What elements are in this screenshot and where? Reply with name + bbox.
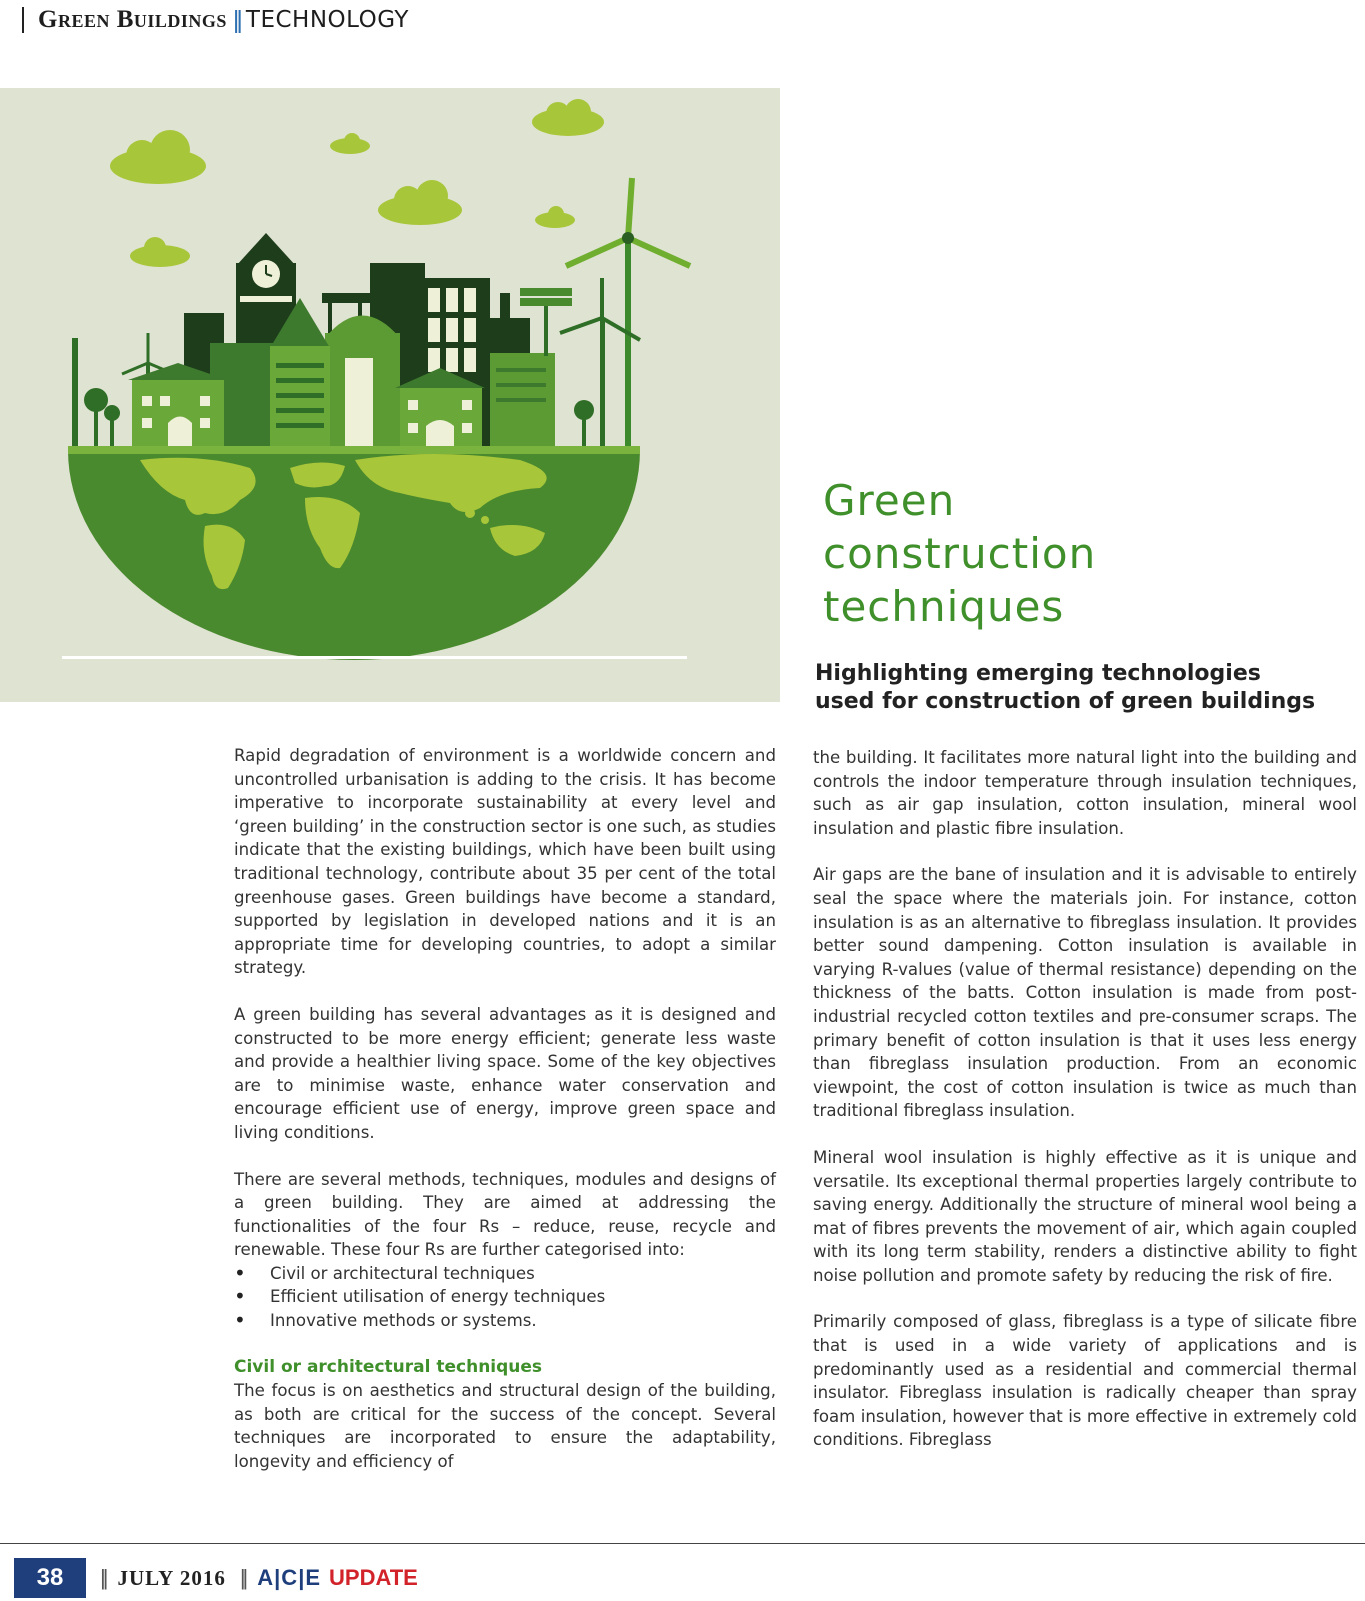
body-paragraph: Rapid degradation of environment is a worldwide concern and uncontrolled urbanisation is adding to the crisis. It has become imperative to incorporate sustainability at every level and ‘green building’ in the construction sector is one such, as studies indicate that the existing buildings, which have been built using traditional technology, contribute about 35 per cent of the total greenhouse gases. Green buildings have become a standard, supported by legislation in developed nations and it is an appropriate time for developing countries, to adopt a similar strategy. (234, 746, 776, 978)
publication-name: UPDATE (329, 1565, 418, 1590)
title-line: construction (823, 529, 1097, 578)
footer-separator: || (100, 1565, 106, 1590)
title-line: techniques (823, 582, 1065, 631)
body-paragraph: Air gaps are the bane of insulation and it is advisable to entirely seal the space where the materials join. For instance, cotton insulation is as an alternative to fibreglass insulation. It provides better sound dampening. Cotton insulation is available in varying R-values (value of thermal resistance) depending on the thickness of the batts. Cotton insulation is made from post-industrial recycled cotton textiles and pre-consumer scraps. The primary benefit of cotton insulation is that it uses less energy than fibreglass insulation production. From an economic viewpoint, the cost of cotton insulation is twice as much than traditional fibreglass insulation. (813, 865, 1357, 1121)
bullet-list (234, 1262, 776, 1333)
footer-separator: || (239, 1565, 246, 1590)
bullet-item: • Civil or architectural techniques (234, 1262, 776, 1286)
body-paragraph: Primarily composed of glass, fibreglass is a type of silicate fibre that is used in a wide variety of applications and is predominantly used as a residential and commercial thermal insulator. Fibreglass insulation is radically cheaper than spray foam insulation, however that is more effective in extremely cold conditions. Fibreglass (813, 1312, 1357, 1450)
green-city-globe-illustration (0, 88, 780, 702)
page-number: 38 (14, 1558, 86, 1598)
header-section: Green Buildings (38, 6, 227, 33)
body-paragraph: There are several methods, techniques, modules and designs of a green building. They are aimed at addressing the functionalities of the four Rs – reduce, reuse, recycle and renewable. These four Rs are further categorised into: (234, 1169, 776, 1260)
section-heading: Civil or architectural techniques (234, 1356, 543, 1377)
subtitle-line: used for construction of green buildings (815, 689, 1316, 714)
running-header (22, 2, 409, 38)
page-footer (0, 1558, 418, 1598)
article-subtitle (815, 660, 1360, 716)
header-topic: TECHNOLOGY (245, 7, 409, 33)
body-paragraph: The focus is on aesthetics and structural design of the building, as both are critical for the success of the concept. Several techniques are incorporated to ensure the adaptability, longevity and efficiency of (234, 1381, 776, 1472)
header-rule (22, 7, 24, 33)
subtitle-line: Highlighting emerging technologies (815, 661, 1261, 686)
body-paragraph: A green building has several advantages as it is designed and constructed to be more energy efficient; generate less waste and provide a healthier living space. Some of the key objectives are to minimise waste, enhance water conservation and encourage efficient use of energy, improve green space and living conditions. (234, 1004, 776, 1142)
bullet-item: • Innovative methods or systems. (234, 1309, 776, 1333)
publication-logo: A|C|E (257, 1565, 322, 1590)
issue-date: JULY 2016 (117, 1565, 226, 1590)
title-line: Green (823, 476, 956, 525)
body-paragraph: the building. It facilitates more natural light into the building and controls the indoor temperature through insulation techniques, such as air gap insulation, cotton insulation, mineral wool insulation and plastic fibre insulation. (813, 748, 1357, 838)
body-paragraph: Mineral wool insulation is highly effective as it is unique and versatile. Its exceptional thermal properties largely contribute to saving energy. Additionally the structure of mineral wool being a mat of fibres prevents the movement of air, which again coupled with its long term stability, renders a distinctive ability to fight noise pollution and promote safety by reducing the risk of fire. (813, 1147, 1357, 1285)
header-separator: || (232, 5, 240, 34)
left-column (234, 744, 776, 1497)
footer-rule (0, 1543, 1365, 1544)
right-column (813, 746, 1357, 1475)
bullet-item: • Efficient utilisation of energy techniques (234, 1285, 776, 1309)
article-title (823, 474, 1343, 633)
